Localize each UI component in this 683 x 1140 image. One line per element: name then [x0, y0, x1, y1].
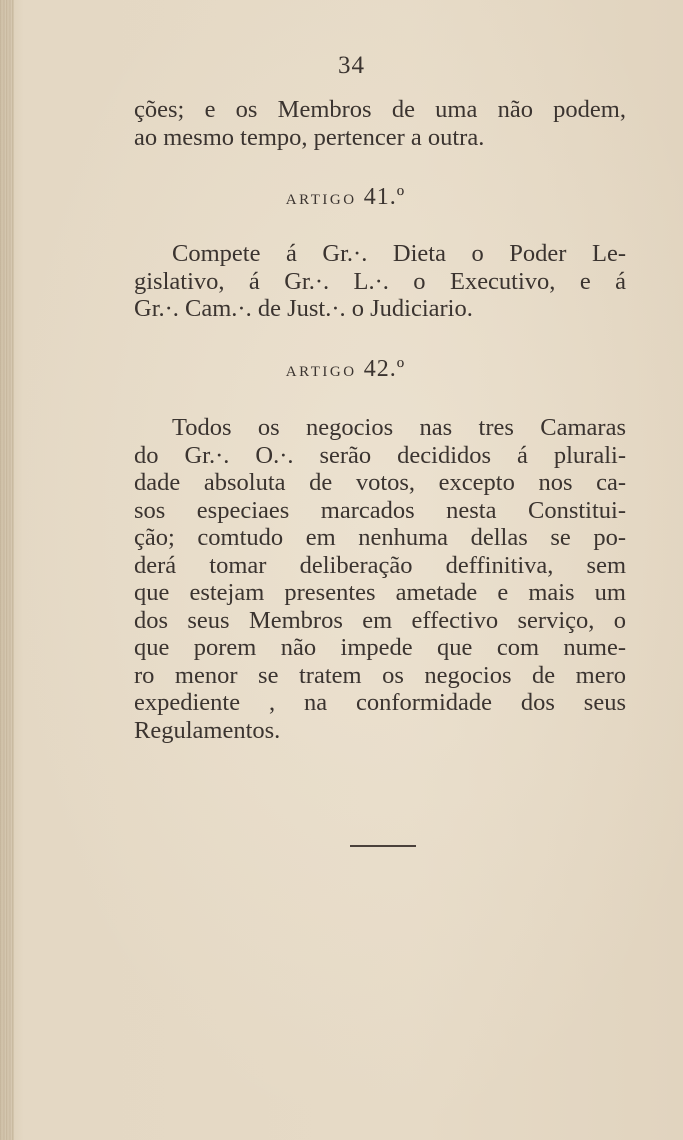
text-line: dos seus Membros em effectivo serviço, o — [134, 606, 626, 634]
article-number: 41.º — [363, 184, 406, 210]
article-label: ARTIGO — [285, 192, 357, 208]
text-line: ção; comtudo em nenhuma dellas se po- — [134, 524, 626, 551]
article-42-heading — [4, 356, 683, 383]
text-line: ro menor se tratem os negocios de mero — [134, 661, 626, 689]
section-divider-rule — [350, 845, 416, 847]
article-42-text — [134, 414, 626, 744]
article-label: ARTIGO — [285, 364, 357, 380]
paragraph-continuation — [134, 96, 626, 151]
article-number: 42.º — [363, 356, 406, 382]
text-line: Compete á Gr.·. Dieta o Poder Le- — [172, 240, 626, 267]
text-line: expediente , na conformidade dos seus — [134, 689, 626, 716]
text-line: dade absoluta de votos, excepto nos ca- — [134, 469, 626, 496]
text-line: Gr.·. Cam.·. de Just.·. o Judiciario. — [134, 295, 473, 322]
text-line: do Gr.·. O.·. serão decididos á plurali- — [134, 441, 626, 469]
text-line: que porem não impede que com nume- — [134, 634, 626, 661]
text-line: derá tomar deliberação deffinitiva, sem — [134, 551, 626, 579]
text-line: ao mesmo tempo, pertencer a outra. — [134, 123, 485, 151]
page-number: 34 — [338, 52, 365, 79]
article-41-heading — [4, 184, 683, 211]
page-binding-edge — [0, 0, 14, 1140]
text-line: Regulamentos. — [134, 716, 281, 744]
text-line: que estejam presentes ametade e mais um — [134, 579, 626, 606]
article-41-text — [134, 240, 626, 323]
text-line: Todos os negocios nas tres Camaras — [172, 414, 626, 441]
text-line: sos especiaes marcados nesta Constitui- — [134, 496, 626, 524]
text-line: ções; e os Membros de uma não podem, — [134, 96, 626, 123]
text-line: gislativo, á Gr.·. L.·. o Executivo, e á — [134, 267, 626, 295]
